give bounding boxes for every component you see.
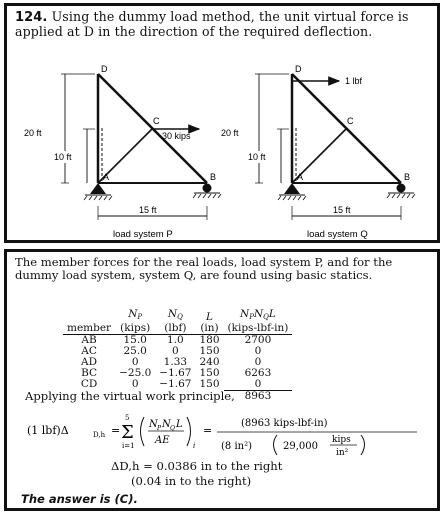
svg-text:N: N bbox=[162, 419, 171, 430]
pin-support-a-q bbox=[284, 183, 300, 194]
col-l-symbol: L bbox=[206, 311, 213, 323]
cell-l: 150 bbox=[199, 345, 220, 357]
cell-np: 25.0 bbox=[123, 345, 147, 357]
cell-member: AC bbox=[81, 345, 97, 357]
diagram-load-system-p bbox=[22, 64, 221, 240]
dim-width-label-q: 15 ft bbox=[333, 205, 351, 215]
problem-panel bbox=[4, 3, 440, 243]
col-member: member bbox=[63, 323, 115, 335]
cell-nq: 1.33 bbox=[163, 356, 188, 368]
table-header-symbols bbox=[63, 309, 292, 323]
svg-text:AE: AE bbox=[155, 435, 170, 446]
diagram-load-system-q bbox=[219, 64, 415, 240]
svg-text:5: 5 bbox=[125, 414, 130, 422]
cell-np: −25.0 bbox=[119, 367, 152, 379]
cell-nq: −1.67 bbox=[159, 378, 192, 391]
problem-number: 124. bbox=[15, 10, 48, 25]
svg-text:i: i bbox=[193, 442, 196, 450]
table-header-units bbox=[63, 323, 292, 335]
cell-nq: −1.67 bbox=[159, 367, 192, 379]
col-l-units: (in) bbox=[195, 323, 223, 335]
dim-width-label: 15 ft bbox=[139, 205, 157, 215]
dim-mid-label-q: 10 ft bbox=[248, 152, 266, 162]
svg-text:L: L bbox=[176, 419, 183, 430]
col-product-units: (kips-lbf-in) bbox=[224, 323, 293, 335]
eq-lhs-sub: D,h bbox=[93, 431, 106, 439]
label-c-q: C bbox=[347, 116, 354, 126]
cell-total: 8963 bbox=[224, 391, 293, 403]
eq-den-left: (8 in²) bbox=[221, 441, 252, 452]
label-b-q: B bbox=[404, 172, 411, 182]
cell-nq: 0 bbox=[172, 345, 179, 357]
label-d: D bbox=[101, 64, 108, 74]
col-nq-symbol: $N_Q$ bbox=[167, 308, 183, 321]
svg-text:=: = bbox=[203, 424, 213, 437]
cell-member: AD bbox=[81, 356, 98, 368]
cell-l: 240 bbox=[199, 356, 220, 368]
virtual-work-statement: Applying the virtual work principle, bbox=[25, 389, 235, 403]
cell-member: CD bbox=[80, 378, 98, 391]
caption-system-q: load system Q bbox=[307, 229, 368, 240]
pin-support-a bbox=[90, 183, 106, 194]
cell-np: 0 bbox=[131, 356, 139, 368]
caption-system-p: load system P bbox=[113, 229, 173, 240]
cell-product: 0 bbox=[254, 345, 262, 357]
eq-lhs: (1 lbf)Δ bbox=[27, 424, 69, 437]
svg-text:Q: Q bbox=[170, 425, 175, 432]
virtual-work-equation bbox=[27, 412, 427, 458]
svg-text:Σ: Σ bbox=[121, 422, 134, 443]
cell-l: 150 bbox=[199, 367, 220, 379]
problem-text: Using the dummy load method, the unit virtual force is applied at D in the direction of the required deflection. bbox=[15, 9, 409, 39]
cell-product: 0 bbox=[254, 356, 262, 368]
cell-nq: 1.0 bbox=[167, 334, 184, 346]
label-d-q: D bbox=[295, 64, 302, 74]
col-product-symbol: $N_PN_QL$ bbox=[240, 308, 276, 321]
col-np-units: (kips) bbox=[115, 323, 155, 335]
label-a-q: A bbox=[297, 172, 304, 182]
eq-den-frac-den: in² bbox=[336, 448, 349, 458]
roller-support-b-q bbox=[397, 184, 406, 193]
cell-member: BC bbox=[81, 367, 98, 379]
svg-text:P: P bbox=[157, 425, 162, 432]
eq-numerator: (8963 kips-lbf-in) bbox=[241, 418, 328, 429]
problem-statement bbox=[15, 10, 431, 39]
cell-np: 15.0 bbox=[123, 334, 147, 346]
result-line-1: ΔD,h = 0.0386 in to the right bbox=[111, 459, 283, 473]
load-label: 30 kips bbox=[162, 131, 191, 141]
solution-intro: The member forces for the real loads, load system P, and for the dummy load system, system Q, are found using basic statics. bbox=[15, 255, 393, 282]
label-b: B bbox=[210, 172, 217, 182]
dim-height-label: 20 ft bbox=[24, 128, 42, 138]
cell-l: 150 bbox=[199, 378, 220, 391]
svg-text:i=1: i=1 bbox=[122, 442, 135, 450]
truss-diagrams bbox=[7, 56, 437, 240]
cell-l: 180 bbox=[199, 334, 220, 346]
label-c: C bbox=[153, 116, 160, 126]
load-label-q: 1 lbf bbox=[345, 76, 363, 86]
cell-product: 6263 bbox=[244, 367, 272, 379]
cell-np: 0 bbox=[131, 378, 139, 391]
dim-height-label-q: 20 ft bbox=[221, 128, 239, 138]
roller-support-b bbox=[203, 184, 212, 193]
result-line-2: (0.04 in to the right) bbox=[131, 474, 252, 488]
eq-den-frac-num: kips bbox=[332, 435, 351, 445]
col-nq-units: (lbf) bbox=[155, 323, 195, 335]
cell-product: 0 bbox=[254, 378, 262, 390]
col-np-symbol: $N_P$ bbox=[128, 308, 143, 321]
cell-member: AB bbox=[81, 334, 97, 346]
solution-panel bbox=[4, 249, 440, 511]
svg-text:=: = bbox=[111, 424, 121, 437]
eq-den-mid: 29,000 bbox=[283, 441, 318, 452]
cell-product: 2700 bbox=[244, 334, 272, 346]
dim-mid-label: 10 ft bbox=[54, 152, 72, 162]
svg-text:N: N bbox=[149, 419, 158, 430]
answer-statement: The answer is (C). bbox=[21, 492, 138, 506]
label-a: A bbox=[103, 172, 110, 182]
